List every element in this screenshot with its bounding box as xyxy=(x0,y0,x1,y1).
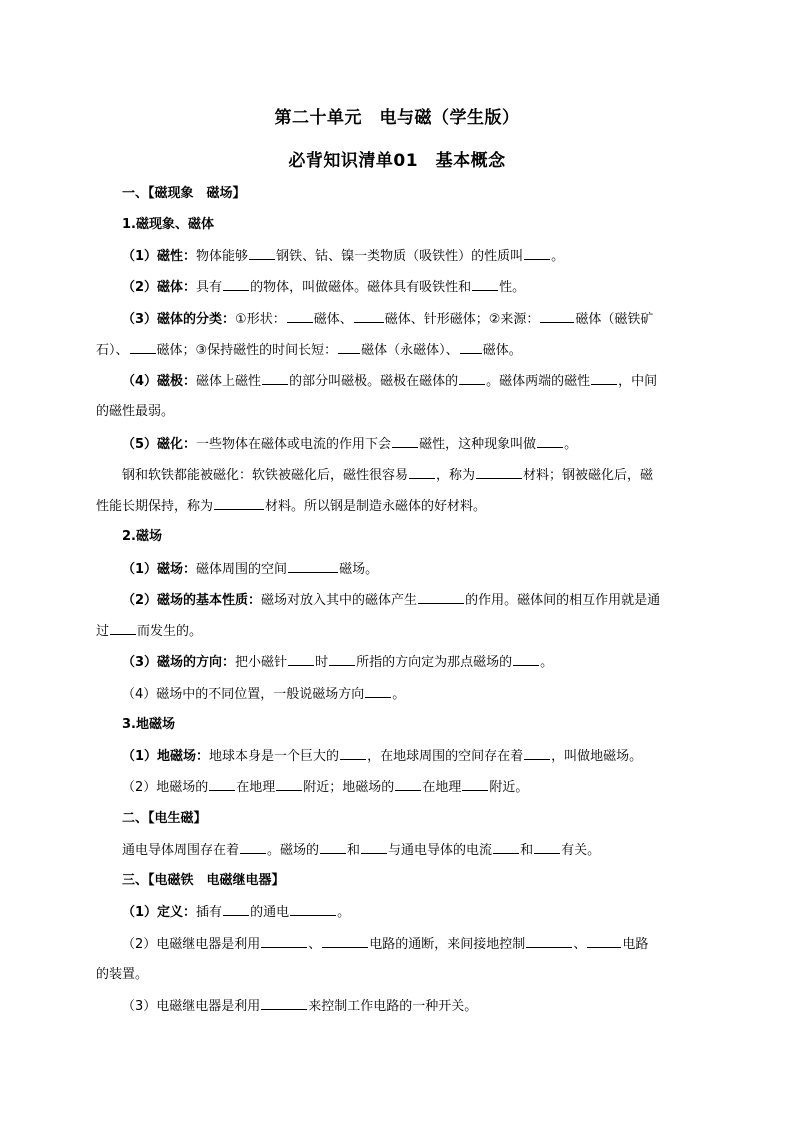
paragraph-current-field: 通电导体周围存在着 。磁场的 和 与通电导体的电流 和 有关。 xyxy=(122,840,600,861)
fill-blank[interactable] xyxy=(276,777,302,791)
paragraph-magnetic-field: （1）磁场：磁体周围的空间 磁场。 xyxy=(122,559,378,580)
fill-blank[interactable] xyxy=(110,621,136,635)
fill-blank[interactable] xyxy=(354,309,384,323)
section-heading-magnetism: 一、【磁现象 磁场】 xyxy=(122,186,246,201)
paragraph-geomagnetic-poles: （2）地磁场的 在地理 附近；地磁场的 在地理 附近。 xyxy=(122,777,528,798)
paragraph-magnet: （2）磁体：具有 的物体，叫做磁体。磁体具有吸铁性和 性。 xyxy=(122,277,525,298)
paragraph-field-property: （2）磁场的基本性质：磁场对放入其中的磁体产生 的作用。磁体间的相互作用就是通 xyxy=(122,590,660,611)
fill-blank[interactable] xyxy=(223,902,249,916)
fill-blank[interactable] xyxy=(288,559,338,573)
fill-blank[interactable] xyxy=(261,996,307,1010)
fill-blank[interactable] xyxy=(526,934,572,948)
paragraph-relay-cont: 的装置。 xyxy=(96,967,149,982)
fill-blank[interactable] xyxy=(288,652,314,666)
fill-blank[interactable] xyxy=(462,777,488,791)
fill-blank[interactable] xyxy=(524,246,550,260)
fill-blank[interactable] xyxy=(591,371,617,385)
fill-blank[interactable] xyxy=(524,746,550,760)
fill-blank[interactable] xyxy=(320,840,346,854)
fill-blank[interactable] xyxy=(537,434,563,448)
fill-blank[interactable] xyxy=(338,340,360,354)
paragraph-relay: （2）电磁继电器是利用 、 电路的通断，来间接地控制 、 电路 xyxy=(122,934,648,955)
document-title: 第二十单元 电与磁（学生版） xyxy=(274,108,520,128)
paragraph-magnetization: （5）磁化：一些物体在磁体或电流的作用下会 磁性，这种现象叫做 。 xyxy=(122,434,577,455)
fill-blank[interactable] xyxy=(214,496,264,510)
paragraph-field-positions: （4）磁场中的不同位置，一般说磁场方向 。 xyxy=(122,684,405,705)
fill-blank[interactable] xyxy=(290,902,336,916)
fill-blank[interactable] xyxy=(209,777,235,791)
paragraph-relay-switch: （3）电磁继电器是利用 来控制工作电路的一种开关。 xyxy=(122,996,477,1017)
fill-blank[interactable] xyxy=(409,465,435,479)
paragraph-magnetic-pole: （4）磁极：磁体上磁性 的部分叫磁极。磁极在磁体的 。磁体两端的磁性 ，中间 xyxy=(122,371,657,392)
paragraph-magnet-classification-cont: 石）、 磁体；③保持磁性的时间长短： 磁体（永磁体）、 磁体。 xyxy=(96,340,522,361)
fill-blank[interactable] xyxy=(459,371,485,385)
fill-blank[interactable] xyxy=(540,309,574,323)
fill-blank[interactable] xyxy=(361,840,387,854)
fill-blank[interactable] xyxy=(249,246,275,260)
paragraph-steel-iron: 钢和软铁都能被磁化：软铁被磁化后，磁性很容易 ，称为 材料；钢被磁化后，磁 xyxy=(122,465,653,486)
fill-blank[interactable] xyxy=(513,652,539,666)
fill-blank[interactable] xyxy=(262,371,288,385)
paragraph-field-direction: （3）磁场的方向：把小磁针 时 所指的方向定为那点磁场的 。 xyxy=(122,652,553,673)
fill-blank[interactable] xyxy=(130,340,156,354)
document-subtitle: 必背知识清单01 基本概念 xyxy=(288,151,506,171)
subheading-magnets: 1.磁现象、磁体 xyxy=(122,217,214,232)
fill-blank[interactable] xyxy=(472,277,498,291)
fill-blank[interactable] xyxy=(460,340,482,354)
paragraph-geomagnetic: （1）地磁场：地球本身是一个巨大的 ，在地球周围的空间存在着 ，叫做地磁场。 xyxy=(122,746,642,767)
fill-blank[interactable] xyxy=(322,934,368,948)
fill-blank[interactable] xyxy=(587,934,621,948)
fill-blank[interactable] xyxy=(340,746,366,760)
fill-blank[interactable] xyxy=(287,309,313,323)
paragraph-electromagnet-definition: （1）定义：插有 的通电 。 xyxy=(122,902,350,923)
fill-blank[interactable] xyxy=(223,277,249,291)
paragraph-magnet-classification: （3）磁体的分类：①形状： 磁体、 磁体、针形磁体；②来源： 磁体（磁铁矿 xyxy=(122,309,653,330)
fill-blank[interactable] xyxy=(261,934,307,948)
subheading-geomagnetic: 3.地磁场 xyxy=(122,717,175,732)
fill-blank[interactable] xyxy=(418,590,464,604)
fill-blank[interactable] xyxy=(392,434,418,448)
paragraph-magnetism: （1）磁性：物体能够 钢铁、钴、镍一类物质（吸铁性）的性质叫 。 xyxy=(122,246,564,267)
paragraph-steel-iron-cont: 性能长期保持，称为 材料。所以钢是制造永磁体的好材料。 xyxy=(96,496,486,517)
paragraph-field-property-cont: 过 而发生的。 xyxy=(96,621,202,642)
fill-blank[interactable] xyxy=(493,840,519,854)
fill-blank[interactable] xyxy=(395,777,421,791)
subheading-magnetic-field: 2.磁场 xyxy=(122,529,162,544)
fill-blank[interactable] xyxy=(534,840,560,854)
fill-blank[interactable] xyxy=(329,652,355,666)
fill-blank[interactable] xyxy=(476,465,522,479)
fill-blank[interactable] xyxy=(240,840,266,854)
fill-blank[interactable] xyxy=(365,684,391,698)
paragraph-magnetic-pole-cont: 的磁性最弱。 xyxy=(96,404,175,419)
section-heading-electromagnetism: 二、【电生磁】 xyxy=(122,811,207,826)
section-heading-electromagnet-relay: 三、【电磁铁 电磁继电器】 xyxy=(122,873,285,888)
